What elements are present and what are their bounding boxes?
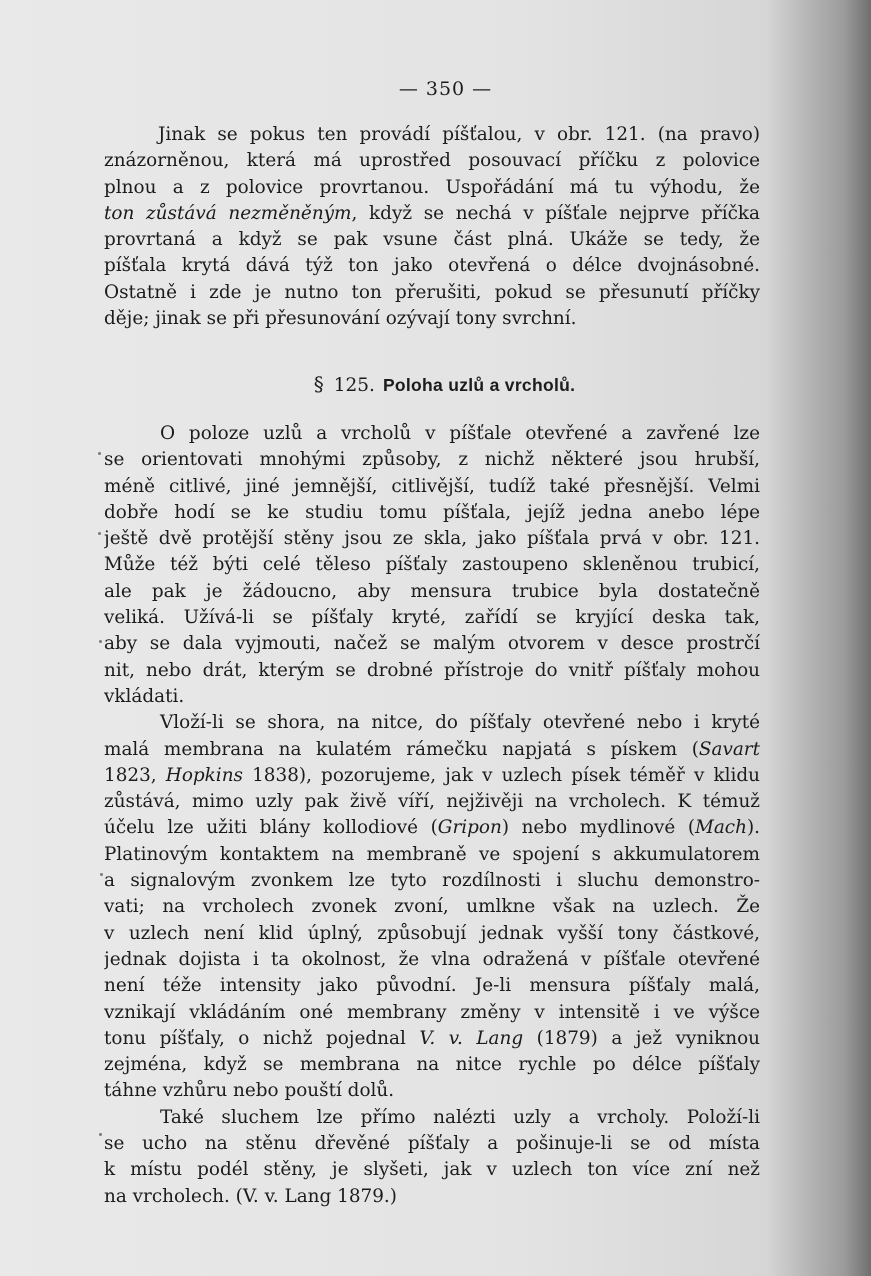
text-line: ještě dvě protější stěny jsou ze skla, jako píšťala prvá v obr. 121. (104, 528, 760, 550)
italic-phrase: ton zůstává nezměněným (104, 202, 352, 224)
text-run: ) nebo mydlinové ( (501, 817, 696, 839)
scan-speck (98, 452, 101, 455)
text-line: provrtaná a když se pak vsune část plná. Ukáže se tedy, že (104, 229, 760, 251)
text-line: vkládati. (104, 685, 185, 707)
page-number: — 350 — (398, 78, 493, 100)
text-line: k místu podél stěny, je slyšeti, jak v uzlech ton více zní než (104, 1159, 760, 1181)
text-line (104, 201, 760, 227)
text-line: v uzlech není klid úplný, způsobují jednak vyšší tony částkové, (104, 922, 760, 944)
text-run: 1823, (104, 764, 166, 786)
scan-speck (100, 873, 103, 876)
text-line: Může též býti celé těleso píšťaly zastoupeno skleněnou trubicí, (104, 554, 760, 576)
text-line: jednak dojista i ta okolnost, že vlna odražená v píšťale otevřené (104, 948, 760, 970)
scan-speck (99, 640, 102, 643)
section-number: 125. (333, 375, 375, 396)
text-line: na vrcholech. (V. v. Lang 1879.) (104, 1185, 397, 1207)
text-run: , když se nechá v píšťale nejprve příčka (351, 202, 760, 224)
author-name: Hopkins (165, 764, 243, 786)
text-line: veliká. Užívá-li se píšťaly kryté, zařídí se kryjící deska tak, (104, 607, 760, 629)
text-run: ). (746, 817, 760, 839)
text-line: nit, nebo drát, kterým se drobné přístroje do vnitř píšťaly mohou (104, 659, 760, 681)
scan-speck (98, 532, 101, 535)
text-line: není téže intensity jako původní. Je-li mensura píšťaly malá, (104, 975, 760, 997)
text-line (104, 763, 760, 789)
text-line (104, 815, 760, 841)
author-name: Mach (695, 817, 747, 839)
author-name: Savart (698, 738, 760, 760)
text-line: ale pak je žádoucno, aby mensura trubice byla dostatečně (104, 580, 760, 602)
text-line: plnou a z polovice provrtanou. Uspořádání má tu výhodu, že (104, 176, 760, 198)
author-name: V. v. Lang (419, 1027, 524, 1049)
text-line: a signalovým zvonkem lze tyto rozdílnosti i sluchu demonstro- (104, 870, 760, 892)
section-sign: § (313, 372, 324, 396)
text-line: dobře hodí se ke studiu tomu píšťala, jejíž jedna anebo lépe (104, 501, 760, 523)
text-line: se ucho na stěnu dřevěné píšťaly a pošinuje-li se od místa (104, 1133, 760, 1155)
text-line: méně citlivé, jiné jemnější, citlivější, tudíž také přesnější. Velmi (104, 475, 760, 497)
text-run: tonu píšťaly, o nichž pojednal (104, 1027, 420, 1049)
scan-speck (99, 1133, 102, 1136)
text-run: účelu lze užiti blány kollodiové ( (104, 817, 438, 839)
text-run: 1838), pozorujeme, jak v uzlech písek téměř v klidu (242, 764, 760, 786)
text-line: zůstává, mimo uzly pak živě víří, nejživěji na vrcholech. K témuž (104, 791, 760, 813)
text-line: Jinak se pokus ten provádí píšťalou, v obr. 121. (na pravo) (158, 124, 760, 145)
text-line: aby se dala vyjmouti, načež se malým otvorem v desce prostrčí (104, 633, 760, 655)
text-line: Platinovým kontaktem na membraně ve spojení s akkumulatorem (104, 843, 760, 865)
text-line: znázorněnou, která má uprostřed posouvací příčku z polovice (104, 150, 760, 172)
section-body (104, 421, 760, 1210)
text-line: Ostatně i zde je nutno ton přerušiti, pokud se přesunutí příčky (104, 281, 760, 303)
text-line: vznikají vkládáním oné membrany změny v intensitě i ve výšce (104, 1001, 760, 1023)
text-run: (1879) a jež vyniknou (523, 1027, 760, 1049)
text-line: Vloží-li se shora, na nitce, do píšťaly otevřené nebo i kryté (160, 712, 760, 734)
text-line: píšťala krytá dává týž ton jako otevřená o délce dvojnásobné. (104, 255, 760, 277)
text-line: Také sluchem lze přímo nalézti uzly a vrcholy. Položí-li (160, 1106, 760, 1128)
text-line (104, 1026, 760, 1052)
section-title: Poloha uzlů a vrcholů. (382, 375, 576, 395)
section-heading (0, 372, 871, 396)
text-line: se orientovati mnohými způsoby, z nichž některé jsou hrubší, (104, 449, 760, 471)
text-line: O poloze uzlů a vrcholů v píšťale otevřené a zavřené lze (160, 423, 760, 444)
text-run: malá membrana na kulatém rámečku napjatá s pískem ( (104, 738, 699, 760)
text-line (104, 737, 760, 763)
author-name: Gripon (437, 817, 502, 839)
text-line: zejména, když se membrana na nitce rychle po délce píšťaly (104, 1054, 760, 1076)
text-line: táhne vzhůru nebo pouští dolů. (104, 1080, 395, 1102)
paragraph-intro (104, 122, 760, 332)
text-line: vati; na vrcholech zvonek zvoní, umlkne však na uzlech. Že (104, 896, 760, 918)
text-line: děje; jinak se při přesunování ozývají tony svrchní. (104, 308, 577, 330)
